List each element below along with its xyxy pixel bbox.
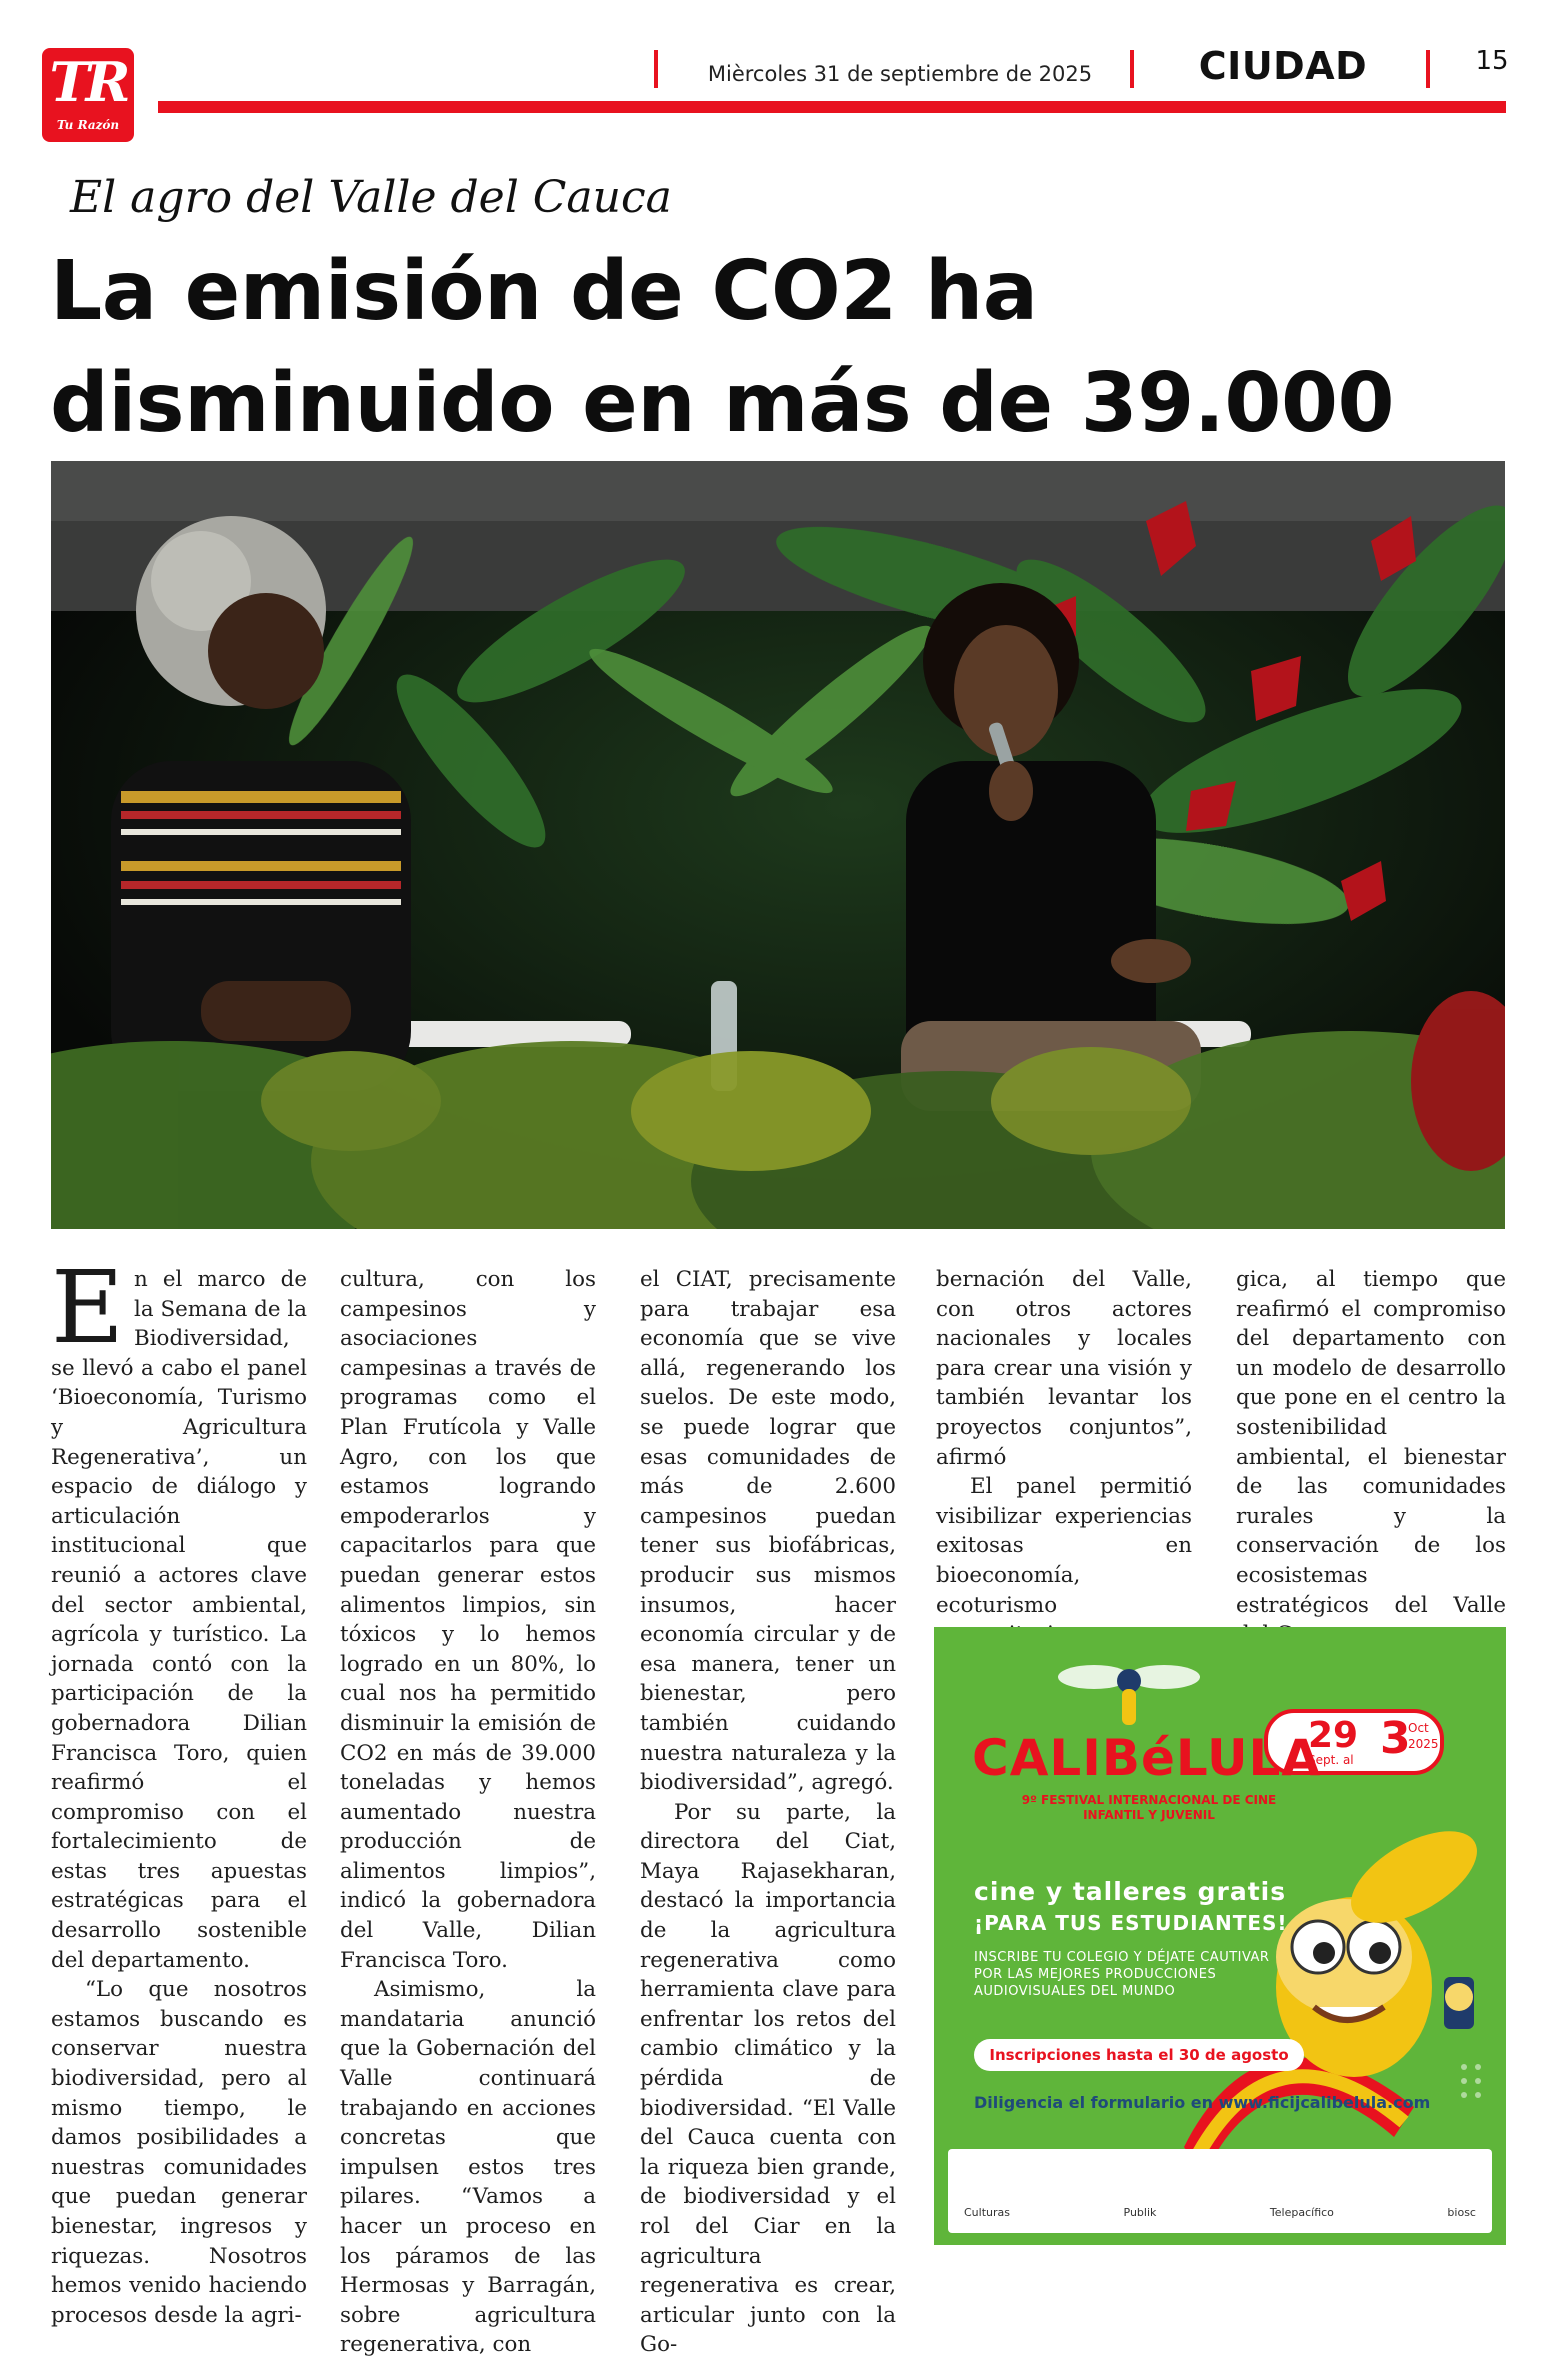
logo-tagline: Tu Razón	[56, 118, 120, 132]
article-column-2	[340, 1265, 596, 2360]
drop-cap: E	[51, 1249, 124, 1366]
article-column-5	[1236, 1265, 1506, 1650]
end-day: 3	[1380, 1713, 1411, 1764]
ad-footer	[948, 2149, 1492, 2233]
article-kicker: El agro del Valle del Cauca	[70, 172, 672, 223]
sponsor-logo: Publik	[1123, 2206, 1157, 2219]
sponsor-logo: biosc	[1447, 2206, 1476, 2219]
paragraph: Por su parte, la directora del Ciat, Maya Rajasekharan, destacó la importancia de la agricultura regenerativa como herramienta clave para enfrentar los retos del cambio climático y la pérdida de biodiversidad. “El Valle del Cauca cuenta con la riqueza bien grande, de biodiversidad y el rol del Ciar en la agricultura regenerativa es crear, articular junto con la Go-	[640, 1799, 896, 2358]
page-number: 15	[1475, 46, 1509, 76]
section-name: CIUDAD	[1198, 44, 1368, 88]
paragraph: el CIAT, precisamente para trabajar esa economía que se vive allá, regenerando los suelos. De este modo, se puede lograr que esas comunidades de más de 2.600 campesinos puedan tener sus biofábricas, producir sus mismos insumos, hacer economía circular y de esa manera, tener un bienestar, pero también cuidando nuestra naturaleza y la biodiversidad”, agregó.	[640, 1267, 896, 1796]
end-month: Oct	[1408, 1721, 1429, 1735]
logo-text: TR	[49, 50, 127, 114]
start-label: Sept. al	[1308, 1753, 1354, 1767]
article-column-1	[51, 1249, 307, 2330]
calibelula-advertisement[interactable]	[934, 1627, 1506, 2245]
paragraph: cultura, con los campesinos y asociaciones campesinas a través de programas como el Plan Frutícola y Valle Agro, con los que estamos logrando empoderarlos y capacitarlos para que puedan generar estos alimentos limpios, sin tóxicos y lo hemos logrado en un 80%, lo cual nos ha permitido disminuir la emisión de CO2 en más de 39.000 toneladas y hemos aumentado nuestra producción de alimentos limpios”, indicó la gobernadora del Valle, Dilian Francisca Toro.	[340, 1267, 596, 1973]
start-day: 29	[1308, 1715, 1359, 1756]
ad-invite: INSCRIBE TU COLEGIO Y DÉJATE CAUTIVAR POR LAS MEJORES PRODUCCIONES AUDIOVISUALES DEL MUNDO	[974, 1950, 1270, 1999]
ad-deadline: Inscripciones hasta el 30 de agosto	[974, 2039, 1304, 2071]
paragraph: bernación del Valle, con otros actores nacionales y locales para crear una visión y también levantar los proyectos conjuntos”, afirmó	[936, 1267, 1192, 1470]
sponsor-logo: Telepacífico	[1269, 2206, 1334, 2219]
ad-subheadline: ¡PARA TUS ESTUDIANTES!	[974, 1911, 1288, 1935]
panel-photo-illustration	[51, 461, 1505, 1229]
newspaper-logo	[42, 48, 134, 142]
ad-form-link[interactable]: Diligencia el formulario en www.ficijcalibelula.com	[974, 2093, 1431, 2112]
paragraph: El panel permitió visibilizar experiencias exitosas en bioeconomía, ecoturismo	[936, 1474, 1192, 1618]
ad-sponsors	[964, 2206, 1476, 2219]
article-column-3	[640, 1265, 896, 2360]
issue-date: Mièrcoles 31 de septiembre de 2025	[707, 62, 1093, 86]
end-year: 2025	[1408, 1737, 1439, 1751]
sponsor-logo: Culturas	[964, 2206, 1010, 2219]
header-rule	[158, 101, 1506, 113]
paragraph: En el marco de la Semana de la Biodiversidad, se llevó a cabo el panel ‘Bioeconomía, Turismo y Agricultura Regenerativa’, un espacio de diálogo y articulación institucional que reunió a actores clave del sector ambiental, agrícola y turístico. La jornada contó con la participación de la gobernadora Dilian Francisca Toro, quien reafirmó el compromiso con el fortalecimiento de estas tres apuestas estratégicas para el desarrollo sostenible del departamento.	[51, 1249, 307, 1973]
article-column-4	[936, 1265, 1192, 1679]
article-headline: La emisión de CO2 ha disminuido en más de 39.000	[50, 244, 1395, 451]
ad-headline: cine y talleres gratis	[974, 1877, 1287, 1906]
paragraph: Asimismo, la mandataria anunció que la Gobernación del Valle continuará trabajando en acciones concretas que impulsen estos tres pilares. “Vamos a hacer un proceso en los páramos de las Hermosas y Barragán, sobre agricultura regenerativa, con	[340, 1977, 596, 2358]
ad-festival-name: 9º FESTIVAL INTERNACIONAL DE CINE INFANTIL Y JUVENIL	[1021, 1793, 1277, 1822]
paragraph: “Lo que nosotros estamos buscando es conservar nuestra biodiversidad, pero al mismo tiempo, le damos posibilidades a nuestras comunidades que puedan generar bienestar, ingresos y riquezas. Nosotros hemos venido haciendo procesos desde la agri-	[51, 1977, 307, 2328]
ad-brand: CALIBéLULA	[972, 1729, 1322, 1787]
header-divider	[654, 50, 658, 88]
header-divider	[1130, 50, 1134, 88]
article-photo	[51, 461, 1505, 1229]
paragraph: gica, al tiempo que reafirmó el compromiso del departamento con un modelo de desarrollo que pone en el centro la sostenibilidad ambiental, el bienestar de las comunidades rurales y la conservación de los ecosistemas estratégicos del Valle	[1236, 1267, 1506, 1618]
